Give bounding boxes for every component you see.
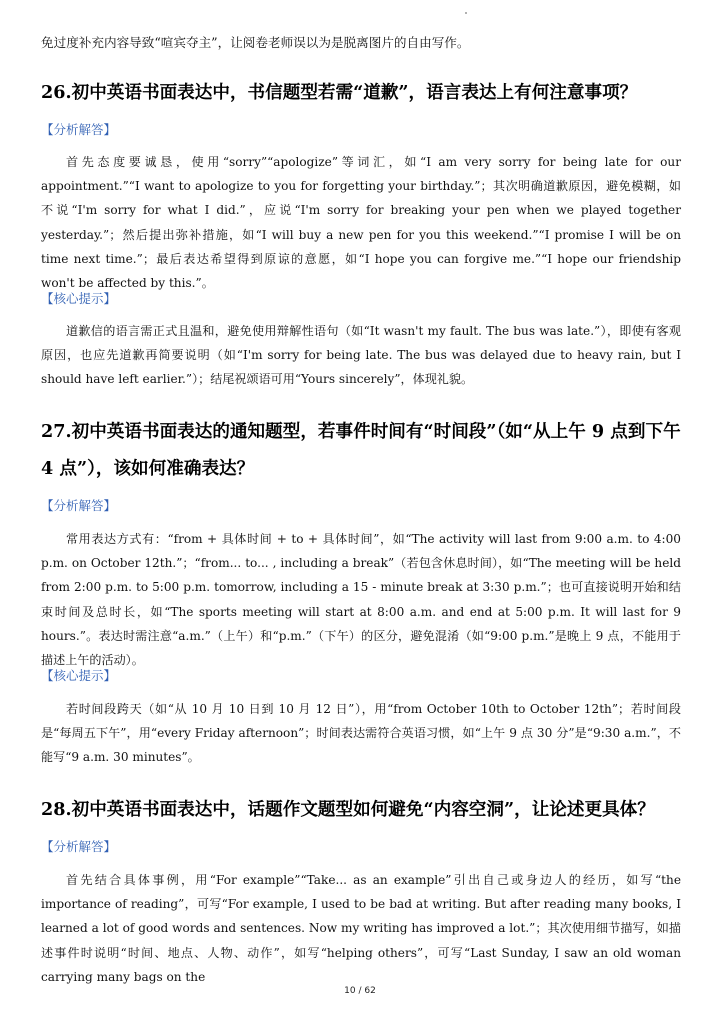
question-28-title: 28.初中英语书面表达中，话题作文题型如何避免“内容空洞”，让论述更具体？ [41,799,655,820]
q28-analysis-label: 【分析解答】 [41,839,117,854]
question-26-title: 26.初中英语书面表达中，书信题型若需“道歉”，语言表达上有何注意事项？ [41,82,638,103]
q26-tip-label: 【核心提示】 [41,291,117,306]
q27-tip-text: 若时间段跨天（如“从 10 月 10 日到 10 月 12 日”），用“from October 10th to October 12th”；若时间段是“每周五下午”，用“every Friday afternoon”；时间表达需符合英语习惯，如“上午 9 点 30 分”是“9:30 a.m.”，不能写“9 a.m. 30 minutes”。 [41,702,681,765]
question-27-title: 27.初中英语书面表达的通知题型，若事件时间有“时间段”（如“从上午 9 点到下午 4 点”），该如何准确表达？ [41,421,681,479]
q27-analysis-label: 【分析解答】 [41,498,117,513]
lead-text: 免过度补充内容导致“喧宾夺主”，让阅卷老师误以为是脱离图片的自由写作。 [41,35,470,50]
page-number: 10 / 62 [344,986,376,996]
q26-tip-text: 道歉信的语言需正式且温和，避免使用辩解性语句（如“It wasn't my fault. The bus was late.”），即使有客观原因，也应先道歉再简要说明（如“I'm sorry for being late. The bus was delayed due to heavy rain, but I should have left earlier.”）；结尾祝颂语可用“Yours sincerely”，体现礼貌。 [41,324,681,387]
q26-analysis-label: 【分析解答】 [41,122,117,137]
q28-analysis-text: 首先结合具体事例，用“For example”“Take... as an example”引出自己或身边人的经历，如写“the importance of reading”，可写“For example, I used to be bad at writing. But after reading many books, I learned a lot of good words and sentences. Now my writing has improved a lot.”；其次使用细节描写，如描述事件时说明“时间、地点、人物、动作”，如写“helping others”，可写“Last Sunday, I saw an old woman carrying many bags on the [41,873,681,984]
q26-analysis-text: 首先态度要诚恳，使用“sorry”“apologize”等词汇，如“I am very sorry for being late for our appointment.”“I want to apologize to you for forgetting your birthday.”；其次明确道歉原因，避免模糊，如不说“I'm sorry for what I did.”，应说“I'm sorry for breaking your pen when we played together yesterday.”；然后提出弥补措施，如“I will buy a new pen for you this weekend.”“I promise I will be on time next time.”；最后表达希望得到原谅的意愿，如“I hope you can forgive me.”“I hope our friendship won't be affected by this.”。 [41,155,681,291]
scan-dot [465,12,467,14]
q27-tip-label: 【核心提示】 [41,668,117,683]
q27-analysis-text: 常用表达方式有：“from + 具体时间 + to + 具体时间”，如“The activity will last from 9:00 a.m. to 4:00 p.m. on October 12th.”；“from... to... , including a break”（若包含休息时间），如“The meeting will be held from 2:00 p.m. to 5:00 p.m. tomorrow, including a 15 - minute break at 3:30 p.m.”；也可直接说明开始和结束时间及总时长，如“The sports meeting will start at 8:00 a.m. and end at 5:00 p.m. It will last for 9 hours.”。表达时需注意“a.m.”（上午）和“p.m.”（下午）的区分，避免混淆（如“9:00 p.m.”是晚上 9 点，不能用于描述上午的活动）。 [41,532,681,668]
